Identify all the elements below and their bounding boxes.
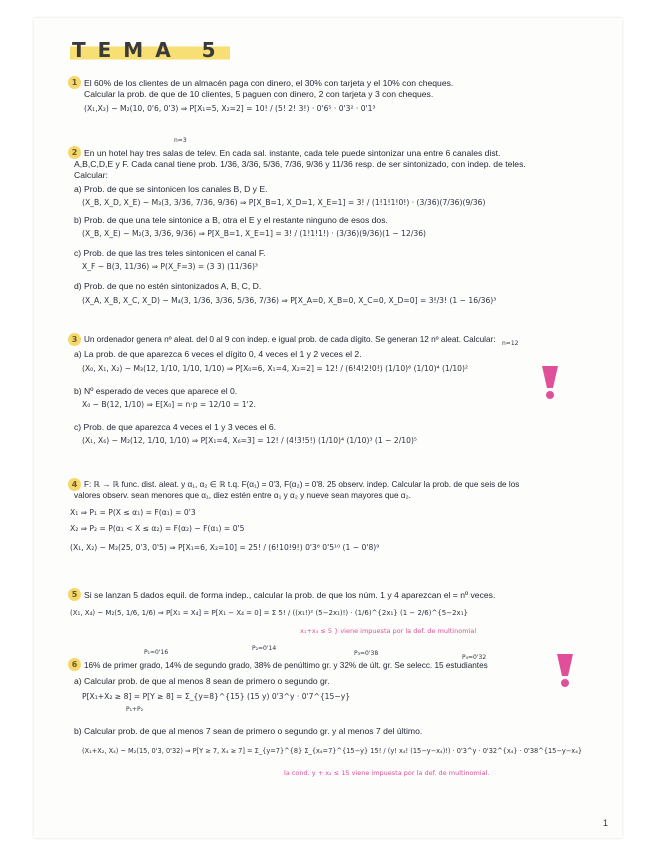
problem-2-line-1: En un hotel hay tres salas de telev. En cada sal. instante, cada tele puede sintonizar una entre 6 canales dist. [84, 148, 501, 158]
problem-3b-formula: X₀ ~ B(12, 1/10) ⇒ E[X₀] = n·p = 12/10 = 1'2. [82, 400, 256, 409]
problem-1-line-1: El 60% de los clientes de un almacén paga con dinero, el 30% con tarjeta y el 10% con cheques. [84, 78, 454, 88]
problem-number-4: 4 [68, 478, 81, 491]
problem-number-1: 1 [68, 76, 81, 89]
problem-6a-text: a) Calcular prob. de que al menos 8 sean de primero o segundo gr. [74, 676, 330, 686]
problem-3c-formula: (X₁, X₆) ~ M₂(12, 1/10, 1/10) ⇒ P[X₁=4, X₆=3] = 12! / (4!3!5!) (1/10)⁴ (1/10)³ (1 − 2/10)⁵ [82, 436, 417, 445]
problem-6b-text: b) Calcular prob. de que al menos 7 sean de primero o segundo gr. y al menos 7 del último. [74, 726, 423, 736]
problem-3b-text: b) Nº esperado de veces que aparece el 0. [74, 386, 238, 396]
problem-6a-formula: P[X₁+X₂ ≥ 8] = P[Y ≥ 8] = Σ_{y=8}^{15} (15 y) 0'3^y · 0'7^{15−y} [82, 692, 351, 701]
problem-4-formula: (X₁, X₂) ~ M₂(25, 0'3, 0'5) ⇒ P[X₁=6, X₂=10] = 25! / (6!10!9!) 0'3⁶ 0'5¹⁰ (1 − 0'8)⁹ [70, 543, 380, 552]
annotation-p12: P₁+P₂ [126, 706, 144, 713]
annotation-p1: P₁=0'16 [144, 649, 169, 656]
problem-2b-formula: (X_B, X_E) ~ M₂(3, 3/36, 9/36) ⇒ P[X_B=1, X_E=1] = 3! / (1!1!1!) · (3/36)(9/36)(1 − 12/36) [82, 229, 427, 238]
problem-5-note: x₁+x₄ ≤ 5 } viene impuesta por la def. de multinomial [300, 627, 477, 635]
problem-number-6: 6 [68, 658, 81, 671]
problem-3a-formula: (X₀, X₁, X₂) ~ M₃(12, 1/10, 1/10, 1/10) ⇒ P[X₀=6, X₁=4, X₂=2] = 12! / (6!4!2!0!) (1/10)⁶ (1/10)⁴ (1/10)² [82, 364, 469, 373]
annotation-n12: n=12 [502, 340, 519, 347]
problem-6b-formula: (X₁+X₂, X₄) ~ M₂(15, 0'3, 0'32) ⇒ P[Y ≥ 7, X₄ ≥ 7] = Σ_{y=7}^{8} Σ_{x₄=7}^{15−y} 15! / (y! x₄! (15−y−x₄)!) · 0'3^y · 0'32^{x₄} · 0'38^{15−y−x₄} [82, 747, 583, 755]
problem-2c-text: c) Prob. de que las tres teles sintonicen el canal F. [74, 248, 266, 258]
problem-3-line-1: Un ordenador genera nº aleat. del 0 al 9 con indep. e igual prob. de cada dígito. Se generan 12 nº aleat. Calcular: [84, 335, 496, 344]
page-number: 1 [602, 818, 608, 828]
problem-number-5: 5 [68, 588, 81, 601]
problem-2c-formula: X_F ~ B(3, 11/36) ⇒ P(X_F=3) = (3 3) (11/36)³ [82, 262, 258, 271]
problem-2-line-2: A,B,C,D,E y F. Cada canal tiene prob. 1/36, 3/36, 5/36, 7/36, 9/36 y 11/36 resp. de ser sintonizado, con indep. de teles. [74, 159, 526, 169]
page-title: TEMA 5 [72, 38, 228, 62]
annotation-p4: P₄=0'32 [462, 654, 487, 661]
exclamation-icon [554, 652, 576, 688]
problem-2d-text: d) Prob. de que no estén sintonizados A, B, C, D. [74, 281, 262, 291]
annotation-n3: n=3 [174, 137, 187, 144]
problem-2a-formula: (X_B, X_D, X_E) ~ M₃(3, 3/36, 7/36, 9/36) ⇒ P[X_B=1, X_D=1, X_E=1] = 3! / (1!1!1!0!) · (3/36)(7/36)(9/36) [82, 198, 486, 207]
problem-1-formula: (X₁,X₂) ~ M₂(10, 0'6, 0'3) ⇒ P[X₁=5, X₂=2] = 10! / (5! 2! 3!) · 0'6⁵ · 0'3² · 0'1³ [84, 104, 376, 113]
problem-4-x1: X₁ ⇒ P₁ = P(X ≤ α₁) = F(α₁) = 0'3 [70, 508, 196, 517]
problem-6-line-1: 16% de primer grado, 14% de segundo grado, 38% de penúltimo gr. y 32% de últ. gr. Se selecc. 15 estudiantes [84, 661, 488, 670]
problem-4-x2: X₂ ⇒ P₂ = P(α₁ < X ≤ α₂) = F(α₂) − F(α₁) = 0'5 [70, 524, 245, 533]
problem-5-line-1: Si se lanzan 5 dados equil. de forma indep., calcular la prob. de que los núm. 1 y 4 aparezcan el = nº veces. [84, 590, 496, 600]
problem-number-3: 3 [68, 333, 81, 346]
problem-2d-formula: (X_A, X_B, X_C, X_D) ~ M₄(3, 1/36, 3/36, 5/36, 7/36) ⇒ P[X_A=0, X_B=0, X_C=0, X_D=0] = 3!/3! (1 − 16/36)³ [82, 296, 497, 305]
annotation-p3: P₃=0'38 [354, 650, 379, 657]
problem-2a-text: a) Prob. de que se sintonicen los canales B, D y E. [74, 184, 268, 194]
annotation-p2: P₂=0'14 [252, 645, 277, 652]
problem-5-formula: (X₁, X₄) ~ M₂(5, 1/6, 1/6) ⇒ P[X₁ = X₄] = P[X₁ − X₄ = 0] = Σ 5! / ((x₁!)² (5−2x₁)!) · (1/6)^{2x₁} (1 − 2/6)^{5−2x₁} [70, 609, 468, 617]
problem-3a-text: a) La prob. de que aparezca 6 veces el dígito 0, 4 veces el 1 y 2 veces el 2. [74, 349, 362, 359]
problem-2-line-3: Calcular: [74, 170, 108, 180]
problem-number-2: 2 [68, 146, 81, 159]
notebook-page [34, 18, 622, 838]
problem-3c-text: c) Prob. de que aparezca 4 veces el 1 y 3 veces el 6. [74, 422, 277, 432]
exclamation-icon [539, 364, 561, 400]
problem-4-line-2: valores observ. sean menores que α₁, diez estén entre α₁ y α₂ y nueve sean mayores que α₂. [74, 491, 411, 500]
problem-1-line-2: Calcular la prob. de que de 10 clientes, 5 paguen con dinero, 2 con tarjeta y 3 con cheques. [84, 89, 434, 99]
problem-2b-text: b) Prob. de que una tele sintonice a B, otra el E y el restante ninguno de esos dos. [74, 215, 388, 225]
problem-4-line-1: F: ℝ → ℝ func. dist. aleat. y α₁, α₂ ∈ ℝ t.q. F(α₁) = 0'3, F(α₂) = 0'8. 25 observ. indep. Calcular la prob. de que seis de los [84, 480, 520, 489]
problem-6b-note: la cond. y + x₄ ≤ 15 viene impuesta por la def. de multinomial. [284, 769, 490, 777]
